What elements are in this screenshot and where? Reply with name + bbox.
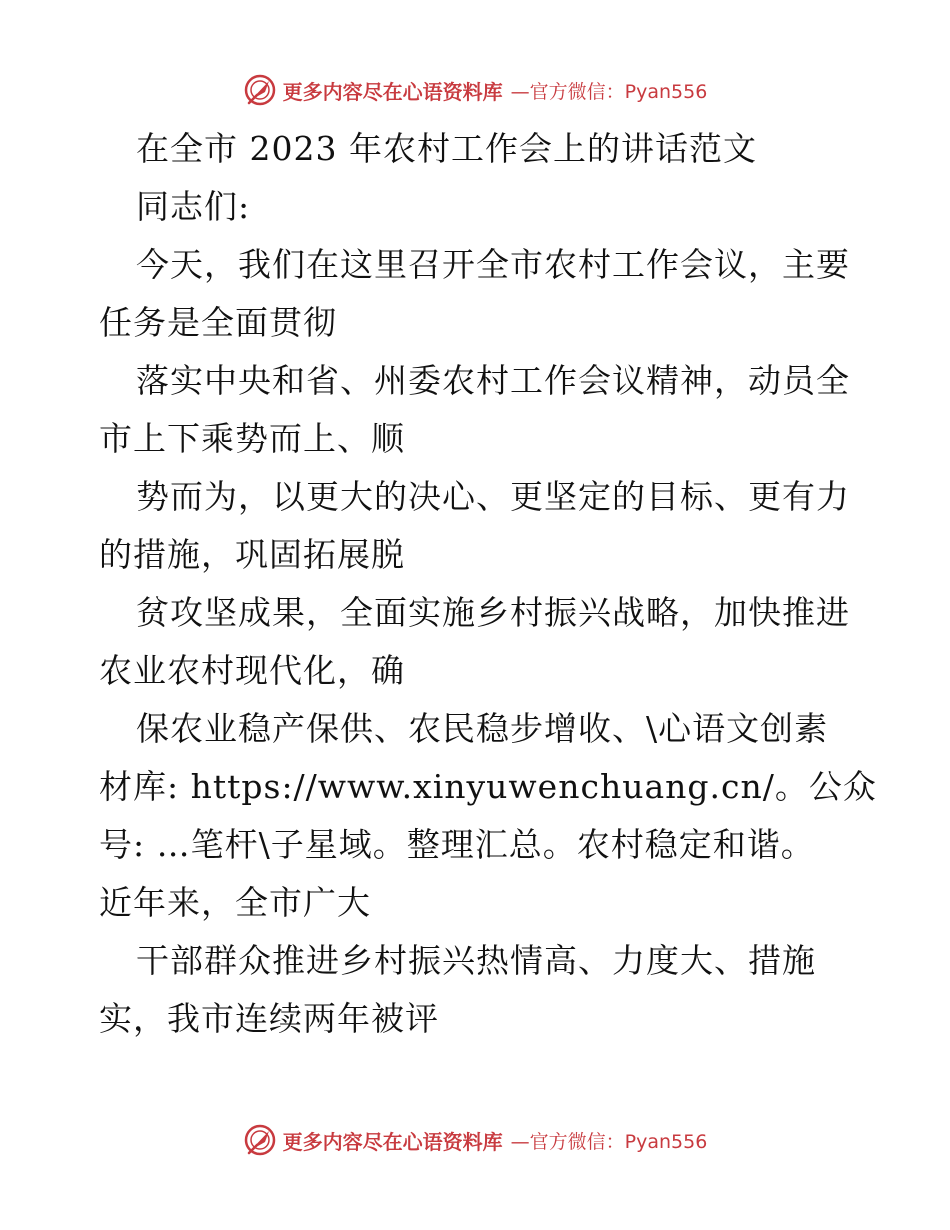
paragraph-line: 号: …笔杆\子星域。整理汇总。农村稳定和谐。 bbox=[99, 825, 815, 864]
paragraph-line: 实，我市连续两年被评 bbox=[99, 999, 439, 1038]
paragraph-line: 势而为，以更大的决心、更坚定的目标、更有力 bbox=[136, 477, 850, 516]
paragraph-line: 的措施，巩固拓展脱 bbox=[99, 535, 405, 574]
quill-pen-logo-icon bbox=[243, 73, 277, 107]
footer-banner bbox=[0, 1120, 950, 1160]
paragraph-line: 任务是全面贯彻 bbox=[99, 303, 337, 342]
paragraph-line: 农业农村现代化，确 bbox=[99, 651, 405, 690]
paragraph-line: 近年来，全市广大 bbox=[99, 883, 371, 922]
banner-main-text: 更多内容尽在心语资料库 bbox=[282, 1129, 503, 1154]
paragraph-line: 材库: https://www.xinyuwenchuang.cn/。公众 bbox=[99, 767, 877, 806]
paragraph-line: 今天，我们在这里召开全市农村工作会议，主要 bbox=[136, 245, 850, 284]
document-title: 在全市 2023 年农村工作会上的讲话范文 bbox=[136, 129, 757, 168]
paragraph-line: 落实中央和省、州委农村工作会议精神，动员全 bbox=[136, 361, 850, 400]
document-body bbox=[99, 120, 877, 1048]
salutation: 同志们: bbox=[136, 187, 251, 226]
header-banner bbox=[0, 70, 950, 110]
paragraph-line: 干部群众推进乡村振兴热情高、力度大、措施 bbox=[136, 941, 816, 980]
paragraph-line: 市上下乘势而上、顺 bbox=[99, 419, 405, 458]
banner-main-text: 更多内容尽在心语资料库 bbox=[282, 79, 503, 104]
paragraph-line: 保农业稳产保供、农民稳步增收、\心语文创素 bbox=[136, 709, 829, 748]
banner-wechat-text: —官方微信：Pyan556 bbox=[510, 1130, 708, 1153]
quill-pen-logo-icon bbox=[243, 1123, 277, 1157]
banner-wechat-text: —官方微信：Pyan556 bbox=[510, 80, 708, 103]
paragraph-line: 贫攻坚成果，全面实施乡村振兴战略，加快推进 bbox=[136, 593, 850, 632]
